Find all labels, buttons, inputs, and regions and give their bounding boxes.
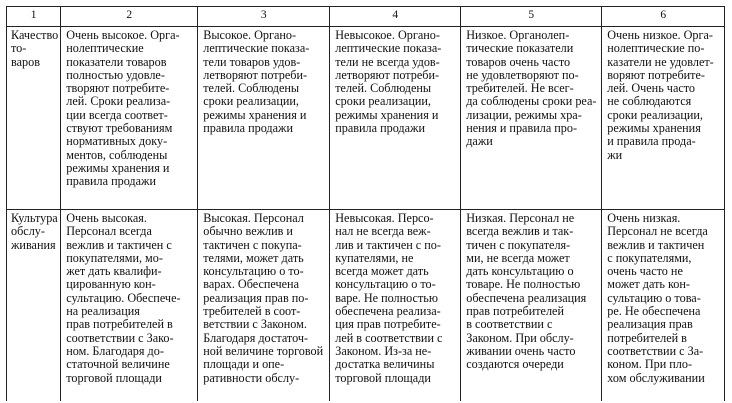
column-number: 6 (602, 7, 725, 27)
table-row (7, 210, 725, 402)
table-cell: Очень высокое. Орга- нолептические показатели товаров полностью удовле- творяют потребите- лей. Сроки реализа- ции всегда соответ- ствуют требованиям нормативных доку- ментов, соблюдены режимы хранения и правила продажи (61, 27, 198, 210)
column-number: 2 (61, 7, 198, 27)
table-cell: Высокое. Органо- лептические показа- тели товаров удов- летворяют потреби- телей. Соблюдены сроки реализации, режимы хранения и правила продажи (198, 27, 330, 210)
column-number: 3 (198, 7, 330, 27)
table-row (7, 27, 725, 210)
table-cell: Очень низкое. Орга- нолептические по- казатели не удовлет- воряют потребите- лей. Очень часто не соблюдаются сроки реализации, режимы хранения и правила прода- жи (602, 27, 725, 210)
table-cell: Очень низкая. Персонал не всегда вежлив и тактичен с покупателями, очень часто не может дать кон- сультацию о това- ре. Не обеспечена реализация прав потребителей в соответствии с За- коном. При пло- хом обслуживании (602, 210, 725, 402)
table-cell: Невысокая. Персо- нал не всегда веж- лив и тактичен с по- купателями, не всегда может дать консультацию о то- варе. Не полностью обеспечена реализа- ция прав потребите- лей в соответствии с Законом. Из-за не- достатка величины торговой площади (330, 210, 461, 402)
row-label: Культура обслу- живания (7, 210, 61, 402)
table-cell: Невысокое. Органо- лептические показа- тели не всегда удов- летворяют потреби- телей. Соблюдены сроки реализации, режимы хранения и правила продажи (330, 27, 461, 210)
column-number: 5 (461, 7, 602, 27)
column-number: 1 (7, 7, 61, 27)
row-label: Качество то- варов (7, 27, 61, 210)
table-cell: Высокая. Персонал обычно вежлив и тактичен с покупа- телями, может дать консультацию о то- варах. Обеспечена реализация прав по- требителей в соот- ветствии с Законом. Благодаря достаточ- ной величине торговой площади и опе- ративности обслу- (198, 210, 330, 402)
table-header-row (7, 7, 725, 27)
table-cell: Очень высокая. Персонал всегда вежлив и тактичен с покупателями, мо- жет дать квалифи- цированную кон- сультацию. Обеспече- на реализация прав потребителей в соответствии с Зако- ном. Благодаря до- статочной величине торговой площади (61, 210, 198, 402)
quality-criteria-table (6, 6, 725, 401)
table-cell: Низкая. Персонал не всегда вежлив и так- тичен с покупателя- ми, не всегда может дать консультацию о товаре. Не полностью обеспечена реализация прав потребителей в соответствии с Законом. При обслу- живании очень часто создаются очереди (461, 210, 602, 402)
column-number: 4 (330, 7, 461, 27)
table-cell: Низкое. Органолеп- тические показатели товаров очень часто не удовлетворяют по- требителей. Не всег- да соблюдены сроки реа- лизации, режимы хра- нения и правила про- дажи (461, 27, 602, 210)
